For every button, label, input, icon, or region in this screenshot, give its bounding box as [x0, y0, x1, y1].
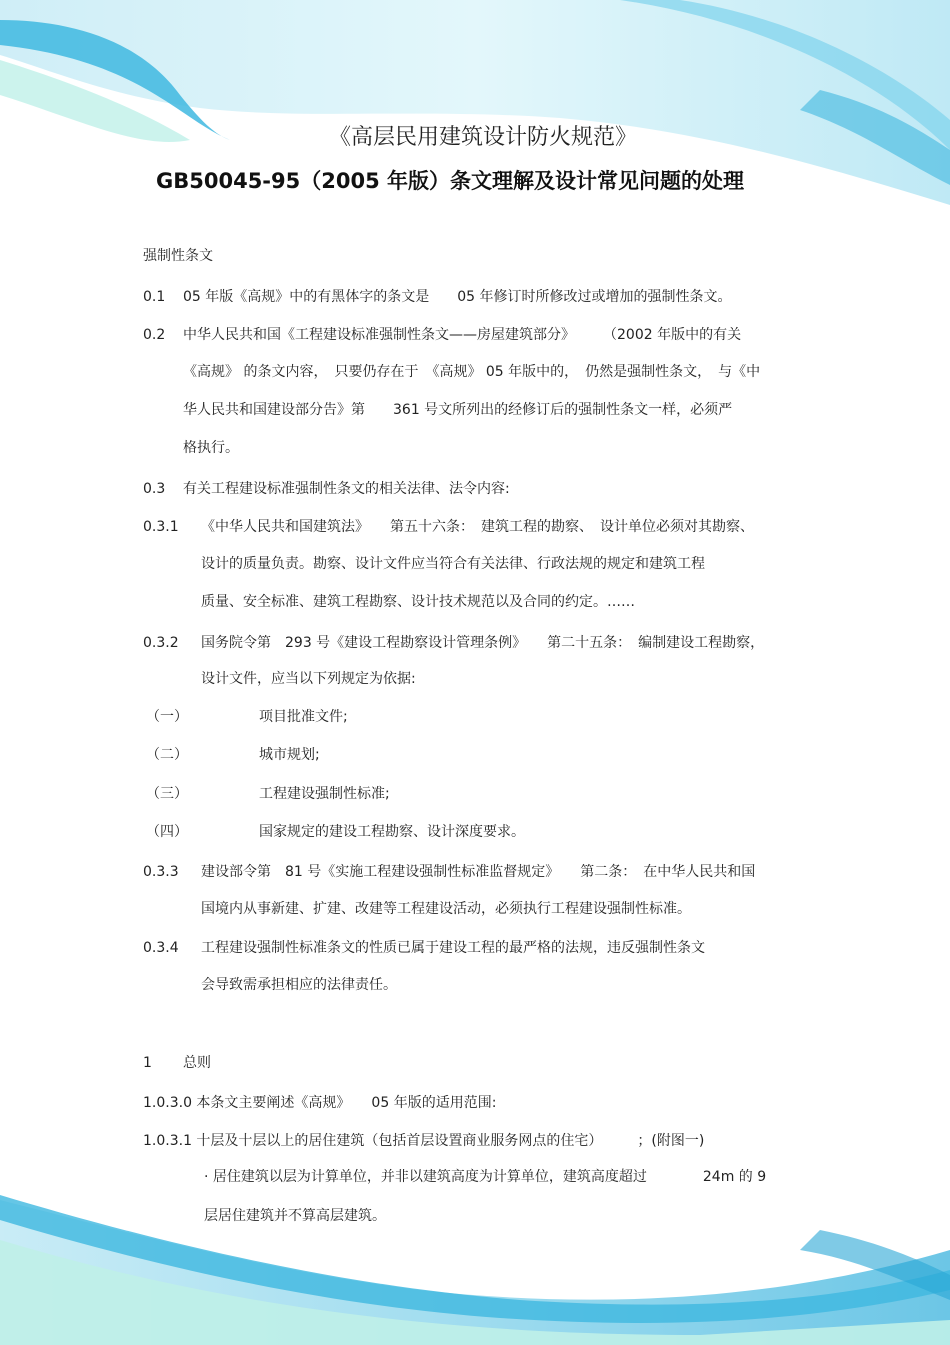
clause-text: 建设部令第 81 号《实施工程建设强制性标准监督规定》 第二条： 在中华人民共和国 [201, 864, 756, 880]
list-marker: （三） [146, 786, 188, 802]
list-marker: （四） [146, 824, 188, 840]
clause-number: 0.3 [143, 481, 166, 497]
clause-text: 会导致需承担相应的法律责任。 [201, 977, 397, 993]
clause-text: 05 年版《高规》中的有黑体字的条文是 05 年修订时所修改过或增加的强制性条文。 [183, 289, 732, 305]
list-item: 城市规划; [259, 747, 320, 763]
list-item: 工程建设强制性标准; [259, 786, 390, 802]
bullet-text: 层居住建筑并不算高层建筑。 [204, 1208, 386, 1224]
document-title: 《高层民用建筑设计防火规范》 [328, 125, 637, 150]
clause-number: 0.3.4 [143, 940, 179, 956]
clause-text: 工程建设强制性标准条文的性质已属于建设工程的最严格的法规，违反强制性条文 [201, 940, 705, 956]
list-item: 项目批准文件; [259, 709, 348, 725]
clause-text: 国境内从事新建、扩建、改建等工程建设活动，必须执行工程建设强制性标准。 [201, 901, 691, 917]
chapter-number: 1 [143, 1055, 152, 1071]
clause-text: 格执行。 [183, 440, 239, 456]
chapter-title: 总则 [183, 1055, 211, 1071]
clause-text: 质量、安全标准、建筑工程勘察、设计技术规范以及合同的约定。…… [201, 594, 635, 610]
document-subtitle: GB50045-95（2005 年版）条文理解及设计常见问题的处理 [156, 169, 744, 193]
clause-text: 设计的质量负责。勘察、设计文件应当符合有关法律、行政法规的规定和建筑工程 [201, 556, 705, 572]
clause-text: 1.0.3.0 本条文主要阐述《高规》 05 年版的适用范围: [143, 1095, 497, 1111]
clause-text: 华人民共和国建设部分告》第 361 号文所列出的经修订后的强制性条文一样，必须严 [183, 402, 733, 418]
list-marker: （一） [146, 709, 188, 725]
clause-text: 1.0.3.1 十层及十层以上的居住建筑（包括首层设置商业服务网点的住宅） ；(附图一) [143, 1133, 705, 1149]
clause-text: 有关工程建设标准强制性条文的相关法律、法令内容: [183, 481, 510, 497]
clause-number: 0.1 [143, 289, 166, 305]
clause-text: 设计文件，应当以下列规定为依据: [201, 671, 416, 687]
list-item: 国家规定的建设工程勘察、设计深度要求。 [259, 824, 525, 840]
clause-text: 国务院令第 293 号《建设工程勘察设计管理条例》 第二十五条： 编制建设工程勘察， [201, 635, 765, 651]
clause-number: 0.3.3 [143, 864, 179, 880]
clause-number: 0.3.2 [143, 635, 179, 651]
clause-number: 0.2 [143, 327, 166, 343]
clause-text: 《中华人民共和国建筑法》 第五十六条： 建筑工程的勘察、 设计单位必须对其勘察、 [201, 519, 754, 535]
list-marker: （二） [146, 747, 188, 763]
clause-number: 0.3.1 [143, 519, 179, 535]
section-heading: 强制性条文 [143, 248, 213, 264]
clause-text: 中华人民共和国《工程建设标准强制性条文——房屋建筑部分》 （2002 年版中的有关 [183, 327, 742, 343]
clause-text: 《高规》 的条文内容， 只要仍存在于 《高规》 05 年版中的， 仍然是强制性条文， 与《中 [183, 364, 761, 380]
bullet-text: · 居住建筑以层为计算单位，并非以建筑高度为计算单位，建筑高度超过 24m 的 9 [204, 1169, 767, 1185]
